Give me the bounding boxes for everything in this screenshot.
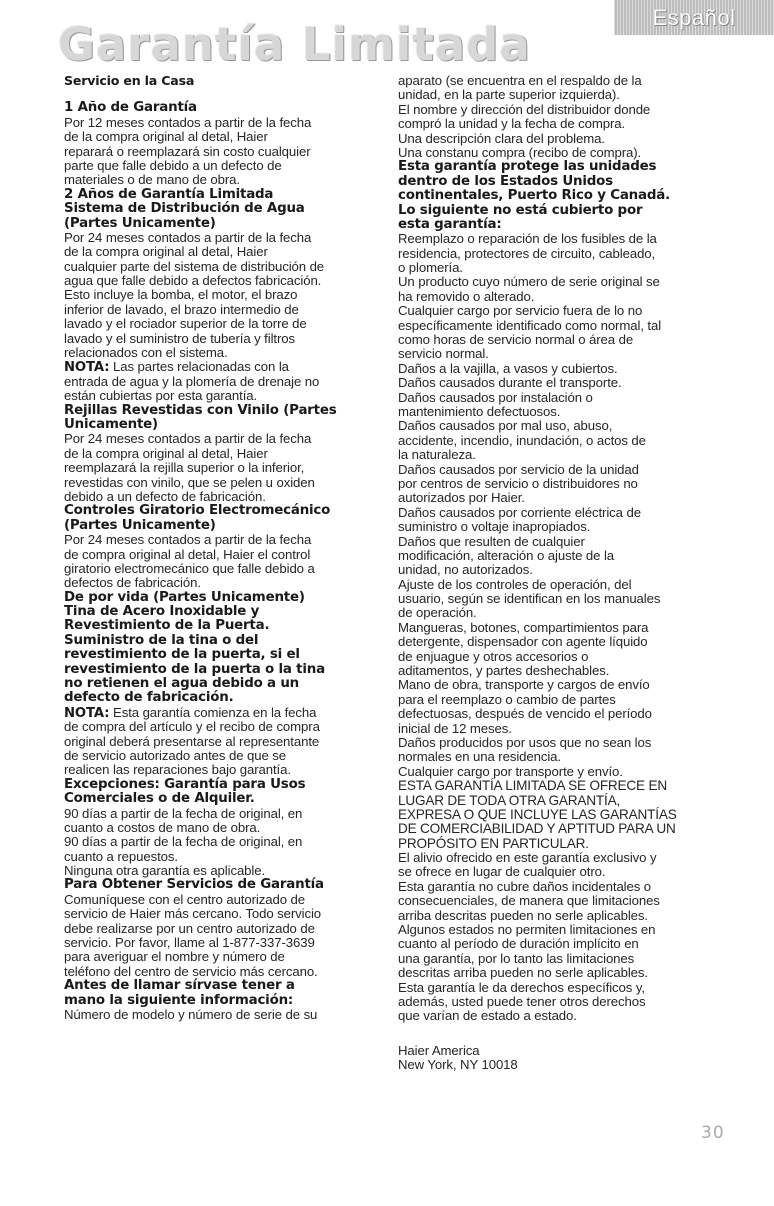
company-name: Haier America [398,1042,480,1058]
body-text-line: agua que falle debido a defectos fabricación. [64,273,322,289]
body-text-line: de compra del artículo y el recibo de compra [64,719,320,735]
body-text-line: realicen las reparaciones bajo garantía. [64,762,291,778]
section-heading: 1 Año de Garantía [64,100,197,116]
body-text-line: teléfono del centro de servicio más cercano. [64,963,318,979]
company-address: New York, NY 10018 [398,1057,518,1073]
body-text-line: Mangueras, botones, compartimientos para [398,619,649,635]
page-number: 30 [701,1123,725,1143]
body-text-line: de la compra original al detal, Haier [64,445,268,461]
body-text-line: consecuenciales, de manera que limitaciones [398,893,660,909]
body-text-line: para averiguar el nombre y número de [64,949,285,965]
warranty-right-body [398,74,720,1024]
body-text-line: Por 24 meses contados a partir de la fecha [64,532,312,548]
body-text-line: Daños causados por servicio de la unidad [398,461,639,477]
body-text-line: lavado y el rociador superior de la torre de [64,316,307,332]
body-text-line: lavado y el suministro de tubería y filtros [64,330,295,346]
body-text-line: Reemplazo o reparación de los fusibles de la [398,231,657,247]
section-heading: 2 Años de Garantía Limitada [64,186,274,202]
disclaimer-line: LUGAR DE TODA OTRA GARANTÍA, [398,792,621,808]
body-text-line: Algunos estados no permiten limitaciones en [398,922,656,938]
body-text-line: Esto incluye la bomba, el motor, el brazo [64,287,298,303]
body-text-line: de la compra original al detal, Haier [64,244,268,260]
body-text-line: unidad, no autorizados. [398,562,533,578]
body-text-line: Ajuste de los controles de operación, del [398,576,632,592]
body-text-line: cuanto a repuestos. [64,848,178,864]
body-text-line: Daños que resulten de cualquier [398,533,585,549]
body-text-line: Ninguna otra garantía es aplicable. [64,863,266,879]
body-text-line: residencia, protectores de circuito, cableado, [398,245,656,261]
body-text-line: que varían de estado a estado. [398,1008,577,1024]
section-heading: Lo siguiente no está cubierto por [398,202,643,218]
section-heading: Antes de llamar sírvase tener a [64,978,295,994]
body-text-line: autorizados por Haier. [398,490,525,506]
body-text-line: servicio normal. [398,346,489,362]
section-heading: Sistema de Distribución de Agua [64,201,305,217]
body-text-line: 90 días a partir de la fecha de original, en [64,805,303,821]
body-text-line: Cualquier cargo por transporte y envío. [398,763,623,779]
section-heading: (Partes Unicamente) [64,215,216,231]
body-text-line: servicio de Haier más cercano. Todo servicio [64,906,322,922]
section-heading: esta garantía: [398,216,502,232]
body-text-line: modificación, alteración o ajuste de la [398,547,615,563]
body-text-line: revestidas con vinilo, que se pelen u oxiden [64,474,315,490]
disclaimer-line: EXPRESA O QUE INCLUYE LAS GARANTÍAS [398,806,677,822]
body-text-line: de enjuague y otros accesorios o [398,648,589,664]
section-heading: Rejillas Revestidas con Vinilo (Partes [64,402,337,418]
body-text-line: ha removido o alterado. [398,288,535,304]
body-text-line: Esta garantía no cubre daños incidentales o [398,878,652,894]
body-text-line: Daños a la vajilla, a vasos y cubiertos. [398,360,618,376]
body-text-line: defectos de fabricación. [64,575,201,591]
body-text-line: El nombre y dirección del distribuidor donde [398,101,651,117]
page-title: Garantía Limitada [58,18,531,71]
body-text-line: original deberá presentarse al representante [64,733,320,749]
body-text-line: descritas arriba pueden no serle aplicables. [398,965,648,981]
disclaimer-line: PROPÓSITO EN PARTICULAR. [398,835,589,851]
body-text-line: El alivio ofrecido en este garantía exclusivo y [398,850,657,866]
body-text-line: Comuníquese con el centro autorizado de [64,891,305,907]
section-heading: Unicamente) [64,416,158,432]
body-text-line: Por 12 meses contados a partir de la fecha [64,114,312,130]
body-text-line: suministro o voltaje inapropiados. [398,519,591,535]
body-text-line: unidad, en la parte superior izquierda). [398,87,620,103]
note-text: Las partes relacionadas con la [109,359,289,375]
body-text-line: de servicio autorizado antes de que se [64,747,286,763]
body-text-line: una garantía, por lo tanto las limitaciones [398,950,635,966]
body-text-line: usuario, según se identifican en los manuales [398,591,661,607]
section-heading: Esta garantía protege las unidades [398,159,657,175]
body-text-line: de la compra original al detal, Haier [64,129,268,145]
body-text-line: aditamentos, y partes deshechables. [398,663,610,679]
body-text-line: materiales o de mano de obra. [64,172,240,188]
body-text-line: de operación. [398,605,477,621]
warranty-right-column [398,74,720,1073]
body-text-line: debe realizarse por un centro autorizado de [64,920,315,936]
body-text-line: parte que falle debido a un defecto de [64,157,282,173]
body-text-line: normales en una residencia. [398,749,561,765]
body-text-line: de compra original al detal, Haier el control [64,546,311,562]
section-heading: revestimiento de la puerta, si el [64,647,300,663]
body-text-line: inicial de 12 meses. [398,720,512,736]
section-heading: revestimiento de la puerta o la tina [64,661,325,677]
body-text-line: debido a un defecto de fabricación. [64,488,266,504]
body-text-line: reparará o reemplazará sin costo cualquier [64,143,311,159]
body-text-line: Daños causados por mal uso, abuso, [398,418,613,434]
body-text-line: Por 24 meses contados a partir de la fecha [64,229,312,245]
section-heading: defecto de fabricación. [64,690,234,706]
body-text-line: o plomería. [398,260,463,276]
section-heading: continentales, Puerto Rico y Canadá. [398,188,670,204]
section-heading: dentro de los Estados Unidos [398,173,613,189]
body-text-line: se ofrece en lugar de cualquier otro. [398,864,606,880]
body-text-line: inferior de lavado, el brazo intermedio de [64,301,299,317]
body-text-line: Cualquier cargo por servicio fuera de lo no [398,303,643,319]
body-text-line: Daños producidos por usos que no sean los [398,734,652,750]
section-heading: Comerciales o de Alquiler. [64,791,255,807]
body-text-line: Una descripción clara del problema. [398,130,605,146]
section-heading: (Partes Unicamente) [64,517,216,533]
body-text-line: además, usted puede tener otros derechos [398,994,646,1009]
body-text-line: para el reemplazo o cambio de partes [398,691,616,707]
section-heading: Controles Giratorio Electromecánico [64,503,331,519]
section-heading: Revestimiento de la Puerta. [64,618,270,634]
body-text-line: aparato (se encuentra en el respaldo de la [398,73,642,88]
note-line [64,360,380,374]
body-text-line: giratorio electromecánico que falle debido a [64,560,315,576]
body-text-line: están cubiertas por esta garantía. [64,388,258,404]
body-text-line: cuanto al período de duración implícito en [398,936,639,952]
body-text-line: servicio. Por favor, llame al 1-877-337-3639 [64,935,315,951]
body-text-line: Daños causados por instalación o [398,389,593,405]
disclaimer-line: ESTA GARANTÍA LIMITADA SE OFRECE EN [398,778,667,794]
body-text-line: como horas de servicio normal o área de [398,332,634,348]
section-heading: Tina de Acero Inoxidable y [64,604,260,620]
section-heading: De por vida (Partes Unicamente) [64,589,305,605]
body-text-line: reemplazará la rejilla superior o la inferior, [64,460,305,476]
section-heading: Suministro de la tina o del [64,632,259,648]
body-text-line: 90 días a partir de la fecha de original, en [64,834,303,850]
body-text-line: Daños causados durante el transporte. [398,375,622,391]
language-tab-label: Español [652,4,736,30]
body-text-line: Una constanu compra (recibo de compra). [398,144,642,160]
section-heading: no retienen el agua debido a un [64,676,300,692]
body-text-line: compró la unidad y la fecha de compra. [398,116,626,132]
warranty-left-column [64,74,380,1022]
body-text-line: mantenimiento defectuosos. [398,403,561,419]
body-text-line: Por 24 meses contados a partir de la fecha [64,431,312,447]
disclaimer-line: DE COMERCIABILIDAD Y APTITUD PARA UN [398,821,676,837]
note-label: NOTA: [64,705,110,721]
note-label: NOTA: [64,360,110,376]
body-text-line: Un producto cuyo número de serie original se [398,274,660,290]
body-text-line: relacionados con el sistema. [64,345,228,361]
section-heading: mano la siguiente información: [64,992,294,1008]
body-text-line: Daños causados por corriente eléctrica de [398,504,641,520]
body-text-line: cualquier parte del sistema de distribución de [64,258,325,274]
body-text-line: específicamente identificado como normal, tal [398,317,662,333]
body-text-line: Esta garantía le da derechos específicos y, [398,979,645,995]
body-text-line: detergente, dispensador con agente líquido [398,634,648,650]
body-text-line: por centros de servicio o distribuidores no [398,475,638,491]
body-text-line: arriba descritas pueden no serle aplicables. [398,907,648,923]
section-heading: Excepciones: Garantía para Usos [64,776,306,792]
body-text-line: entrada de agua y la plomería de drenaje no [64,373,320,389]
body-text-line: Número de modelo y número de serie de su [64,1007,318,1022]
body-text-line: cuanto a costos de mano de obra. [64,819,261,835]
body-text-line: Mano de obra, transporte y cargos de envío [398,677,650,693]
body-text-line: la naturaleza. [398,447,476,463]
note-text: Esta garantía comienza en la fecha [109,704,317,720]
language-tab [614,0,774,35]
note-line [64,706,380,720]
body-text-line: accidente, incendio, inundación, o actos de [398,432,646,448]
section-title: Servicio en la Casa [64,73,195,88]
body-text-line: defectuosas, después de vencido el período [398,706,652,722]
section-heading: Para Obtener Servicios de Garantía [64,877,324,893]
company-footer [398,1044,720,1073]
